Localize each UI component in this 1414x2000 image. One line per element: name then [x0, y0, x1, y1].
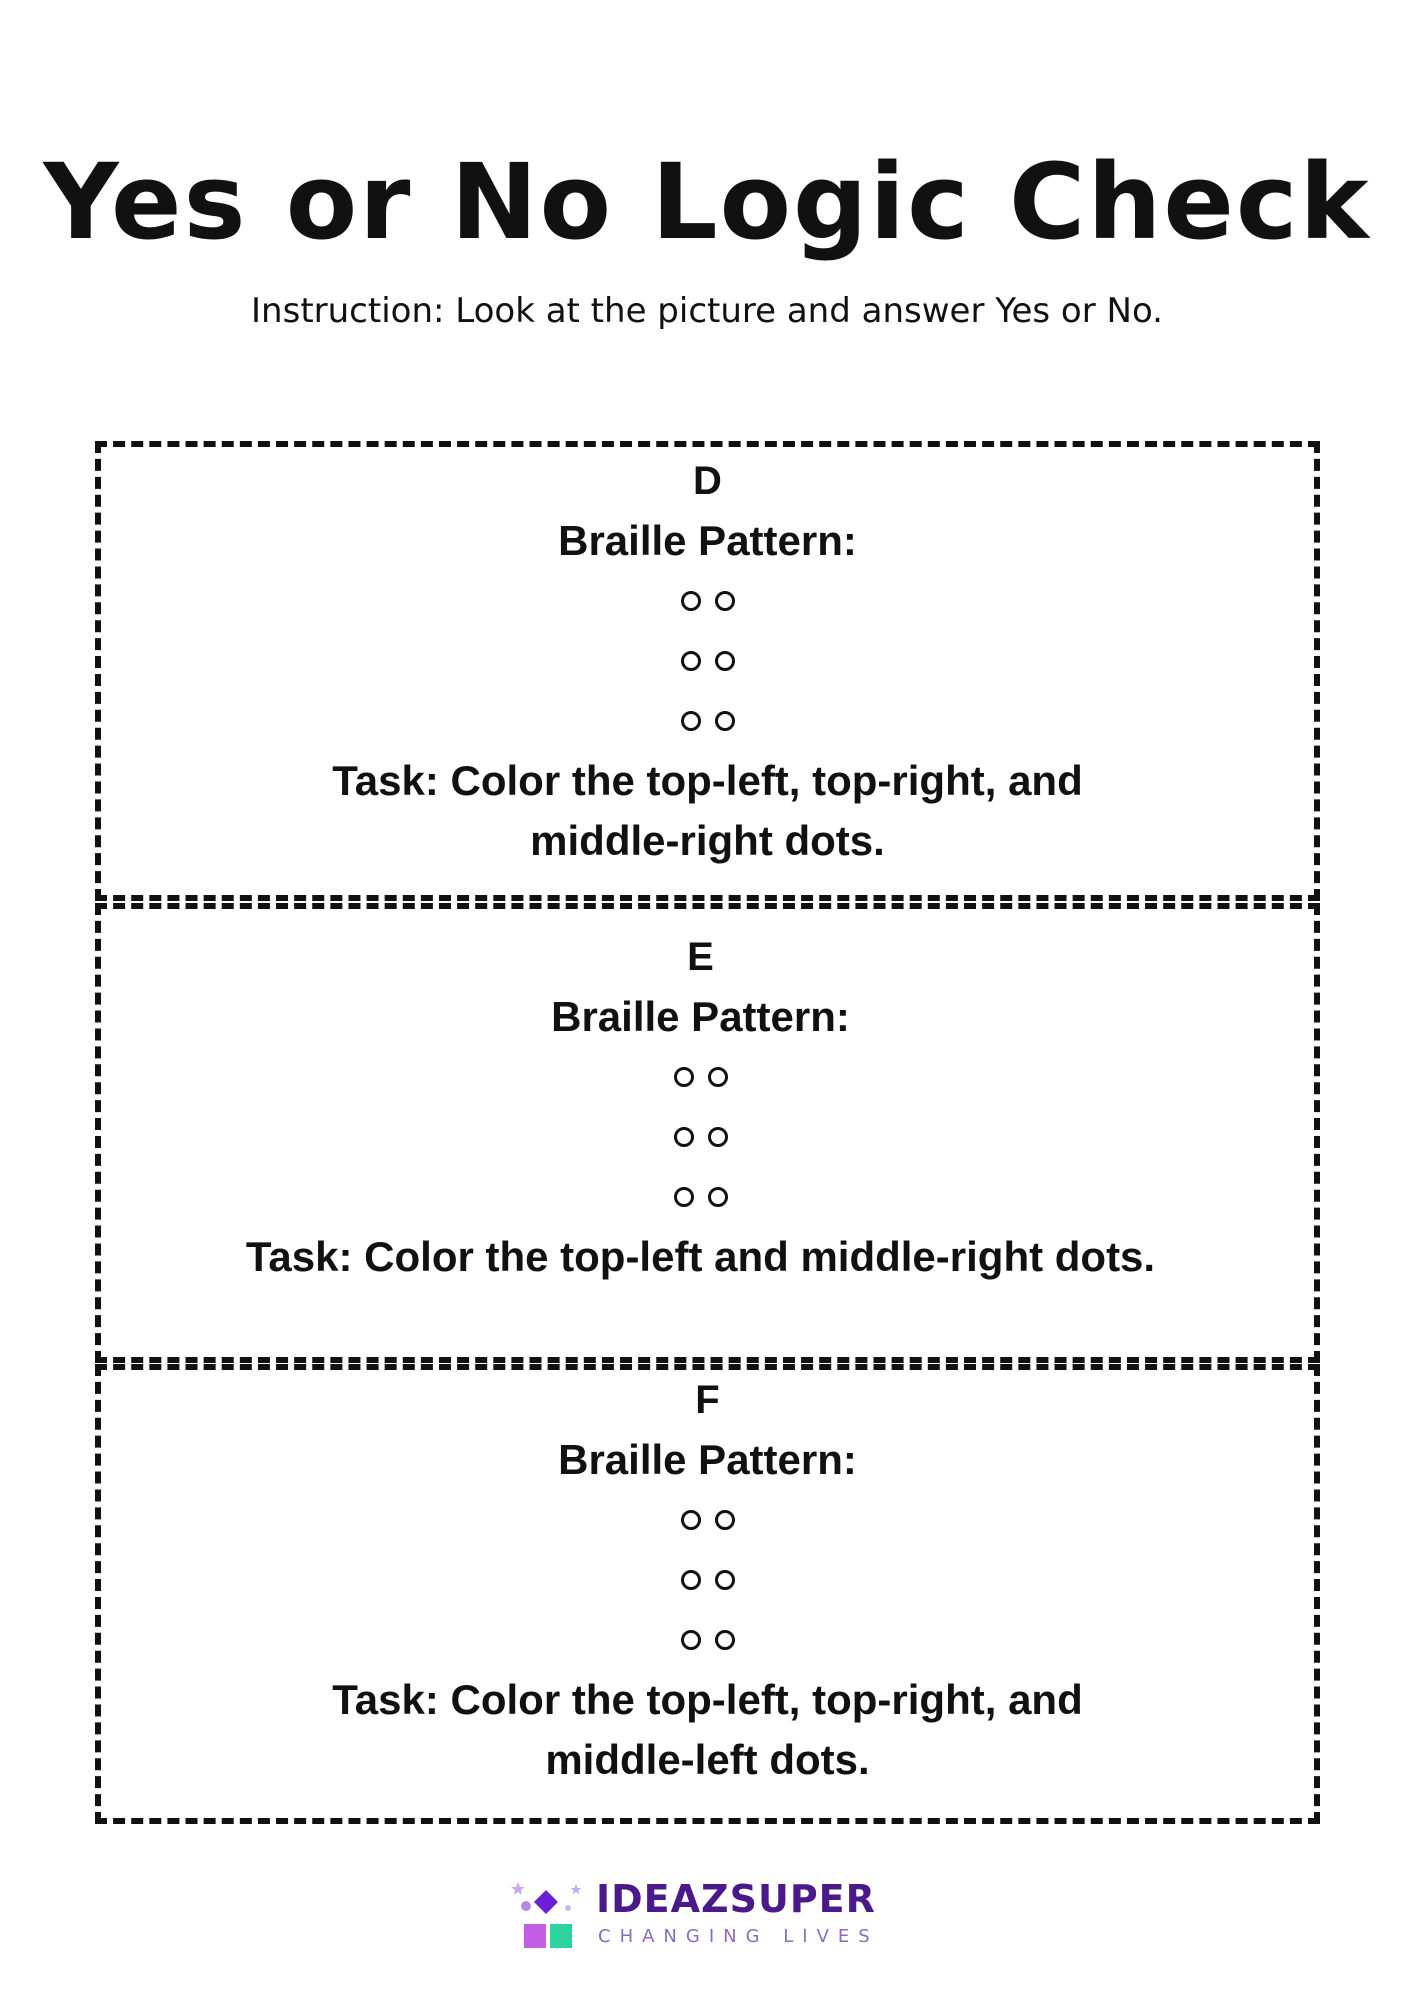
braille-dot-bottom-left[interactable] — [681, 1630, 701, 1650]
card-letter: F — [695, 1378, 720, 1422]
instruction-text: Instruction: Look at the picture and answer Yes or No. — [251, 291, 1163, 331]
braille-dot-top-right[interactable] — [715, 591, 735, 611]
braille-dot-bottom-right[interactable] — [715, 1630, 735, 1650]
braille-dot-middle-right[interactable] — [715, 1570, 735, 1590]
dot-row-bottom — [101, 1610, 1314, 1670]
task-text: Task: Color the top-left, top-right, and middle-right dots. — [332, 757, 1083, 864]
braille-dot-middle-right[interactable] — [708, 1127, 728, 1147]
braille-card-d — [95, 441, 1320, 901]
braille-dot-top-right[interactable] — [715, 1510, 735, 1530]
braille-dot-middle-right[interactable] — [715, 651, 735, 671]
braille-dot-middle-left[interactable] — [674, 1127, 694, 1147]
braille-pattern-label: Braille Pattern: — [558, 517, 857, 564]
dot-row-middle — [101, 631, 1314, 691]
braille-dot-bottom-left[interactable] — [674, 1187, 694, 1207]
braille-dot-bottom-right[interactable] — [715, 711, 735, 731]
dot-row-bottom — [87, 1167, 1314, 1227]
braille-dot-bottom-right[interactable] — [708, 1187, 728, 1207]
braille-dot-middle-left[interactable] — [681, 651, 701, 671]
dot-row-bottom — [101, 691, 1314, 751]
dot-row-middle — [87, 1107, 1314, 1167]
brand-logo — [510, 1876, 910, 1956]
worksheet-title: Yes or No Logic Check — [43, 141, 1371, 263]
braille-card-f — [95, 1364, 1320, 1824]
brand-name: IDEAZSUPER — [596, 1877, 876, 1921]
braille-card-e — [95, 903, 1320, 1363]
card-letter: D — [693, 459, 722, 503]
logo-mark-icon — [510, 1876, 586, 1952]
brand-tagline: CHANGING LIVES — [598, 1926, 879, 1947]
task-text: Task: Color the top-left, top-right, and middle-left dots. — [332, 1676, 1083, 1783]
braille-dot-top-right[interactable] — [708, 1067, 728, 1087]
braille-pattern-label: Braille Pattern: — [551, 993, 850, 1040]
card-letter: E — [687, 935, 714, 979]
braille-dot-top-left[interactable] — [674, 1067, 694, 1087]
braille-pattern-label: Braille Pattern: — [558, 1436, 857, 1483]
braille-dot-top-left[interactable] — [681, 591, 701, 611]
braille-dot-top-left[interactable] — [681, 1510, 701, 1530]
dot-row-top — [101, 571, 1314, 631]
dot-row-top — [101, 1490, 1314, 1550]
dot-row-middle — [101, 1550, 1314, 1610]
braille-dot-middle-left[interactable] — [681, 1570, 701, 1590]
braille-dot-bottom-left[interactable] — [681, 711, 701, 731]
task-text: Task: Color the top-left and middle-right dots. — [245, 1233, 1156, 1280]
dot-row-top — [87, 1047, 1314, 1107]
